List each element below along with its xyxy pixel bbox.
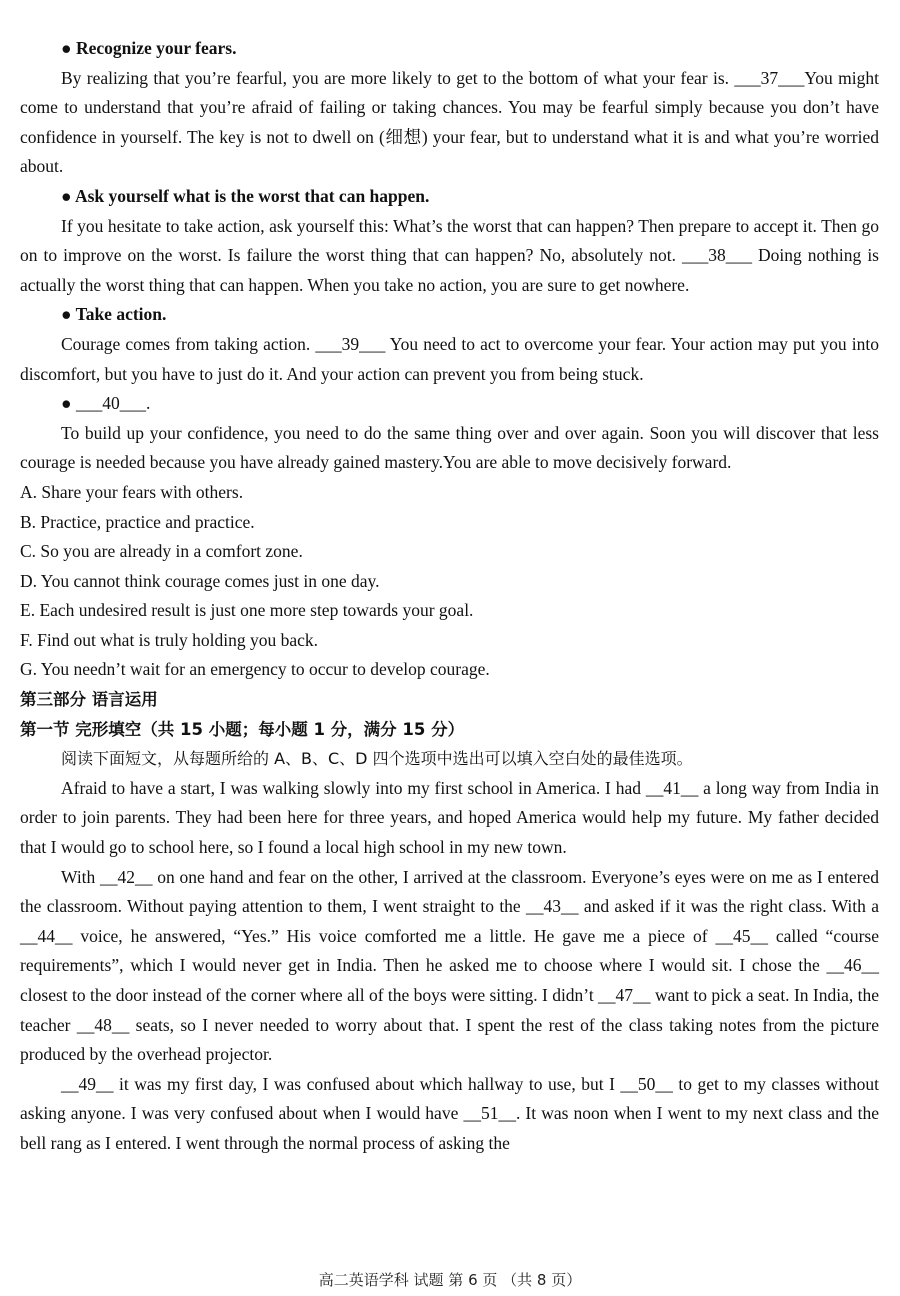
option-b: B. Practice, practice and practice. [20,511,255,532]
paragraph-worst-case: If you hesitate to take action, ask yourself this: What’s the worst that can happen? Then prepare to accept it. Then go on to improve on the worst. Is failure the worst thing that can happen? No, absolutely not. ___38___ Doing nothing is actually the worst thing that can happen. When you take no action, you are sure to get nowhere. [20,215,879,295]
heading-worst-case: ● Ask yourself what is the worst that can happen. [61,185,430,206]
heading-recognize-fears: ● Recognize your fears. [61,38,237,58]
document-page [20,34,879,1159]
paragraph-recognize-fears: By realizing that you’re fearful, you are more likely to get to the bottom of what your fear is. ___37___You might come to understand that you’re afraid of failing or taking chances. You may be fearful simply because you don’t have confidence in yourself. The key is not to dwell on (细想) your fear, but to understand what it is and what you’re worried about. [20,67,879,177]
cloze-paragraph-2: With __42__ on one hand and fear on the other, I arrived at the classroom. Everyone’s eyes were on me as I entered the classroom. Without paying attention to them, I went straight to the __43__ and asked if it was the right class. With a __44__ voice, he answered, “Yes.” His voice comforted me a little. He gave me a piece of __45__ called “course requirements”, which I would never get in India. Then he asked me to choose where I would sit. I chose the __46__ closest to the door instead of the corner where all of the boys were sitting. I didn’t __47__ want to pick a seat. In India, the teacher __48__ seats, so I never needed to worry about that. I spent the rest of the class taking notes from the picture produced by the overhead projector. [20,866,879,1065]
part3-title: 第三部分 语言运用 [20,690,158,710]
heading-blank-40: ● ___40___. [61,393,151,414]
page-footer: 高二英语学科 试题 第 6 页 （共 8 页） [318,1271,582,1289]
heading-take-action: ● Take action. [61,304,167,325]
option-c: C. So you are already in a comfort zone. [20,541,303,562]
option-a: A. Share your fears with others. [20,481,244,502]
option-f: F. Find out what is truly holding you back. [20,629,319,650]
option-e: E. Each undesired result is just one more step towards your goal. [20,600,474,621]
cloze-paragraph-3: __49__ it was my first day, I was confused about which hallway to use, but I __50__ to get to my classes without asking anyone. I was very confused about when I would have __51__. It was noon when I went to my next class and the bell rang as I entered. I went through the normal process of asking the [20,1073,879,1153]
option-d: D. You cannot think courage comes just in one day. [20,570,380,591]
cloze-paragraph-1: Afraid to have a start, I was walking slowly into my first school in America. I had __41__ a long way from India in order to join parents. They had been here for three years, and hoped America would help my future. My father decided that I would go to school here, so I found a local high school in my new town. [20,777,879,858]
paragraph-confidence: To build up your confidence, you need to do the same thing over and over again. Soon you will discover that less courage is needed because you have already gained mastery.You are able to move decisively forward. [20,422,879,473]
paragraph-take-action: Courage comes from taking action. ___39___ You need to act to overcome your fear. Your action may put you into discomfort, but you have to just do it. And your action can prevent you from being stuck. [20,333,879,384]
option-g: G. You needn’t wait for an emergency to occur to develop courage. [20,659,490,680]
part3-subtitle: 第一节 完形填空（共 15 小题；每小题 1 分，满分 15 分） [20,719,465,739]
part3-instruction: 阅读下面短文，从每题所给的 A、B、C、D 四个选项中选出可以填入空白处的最佳选项。 [61,749,693,769]
